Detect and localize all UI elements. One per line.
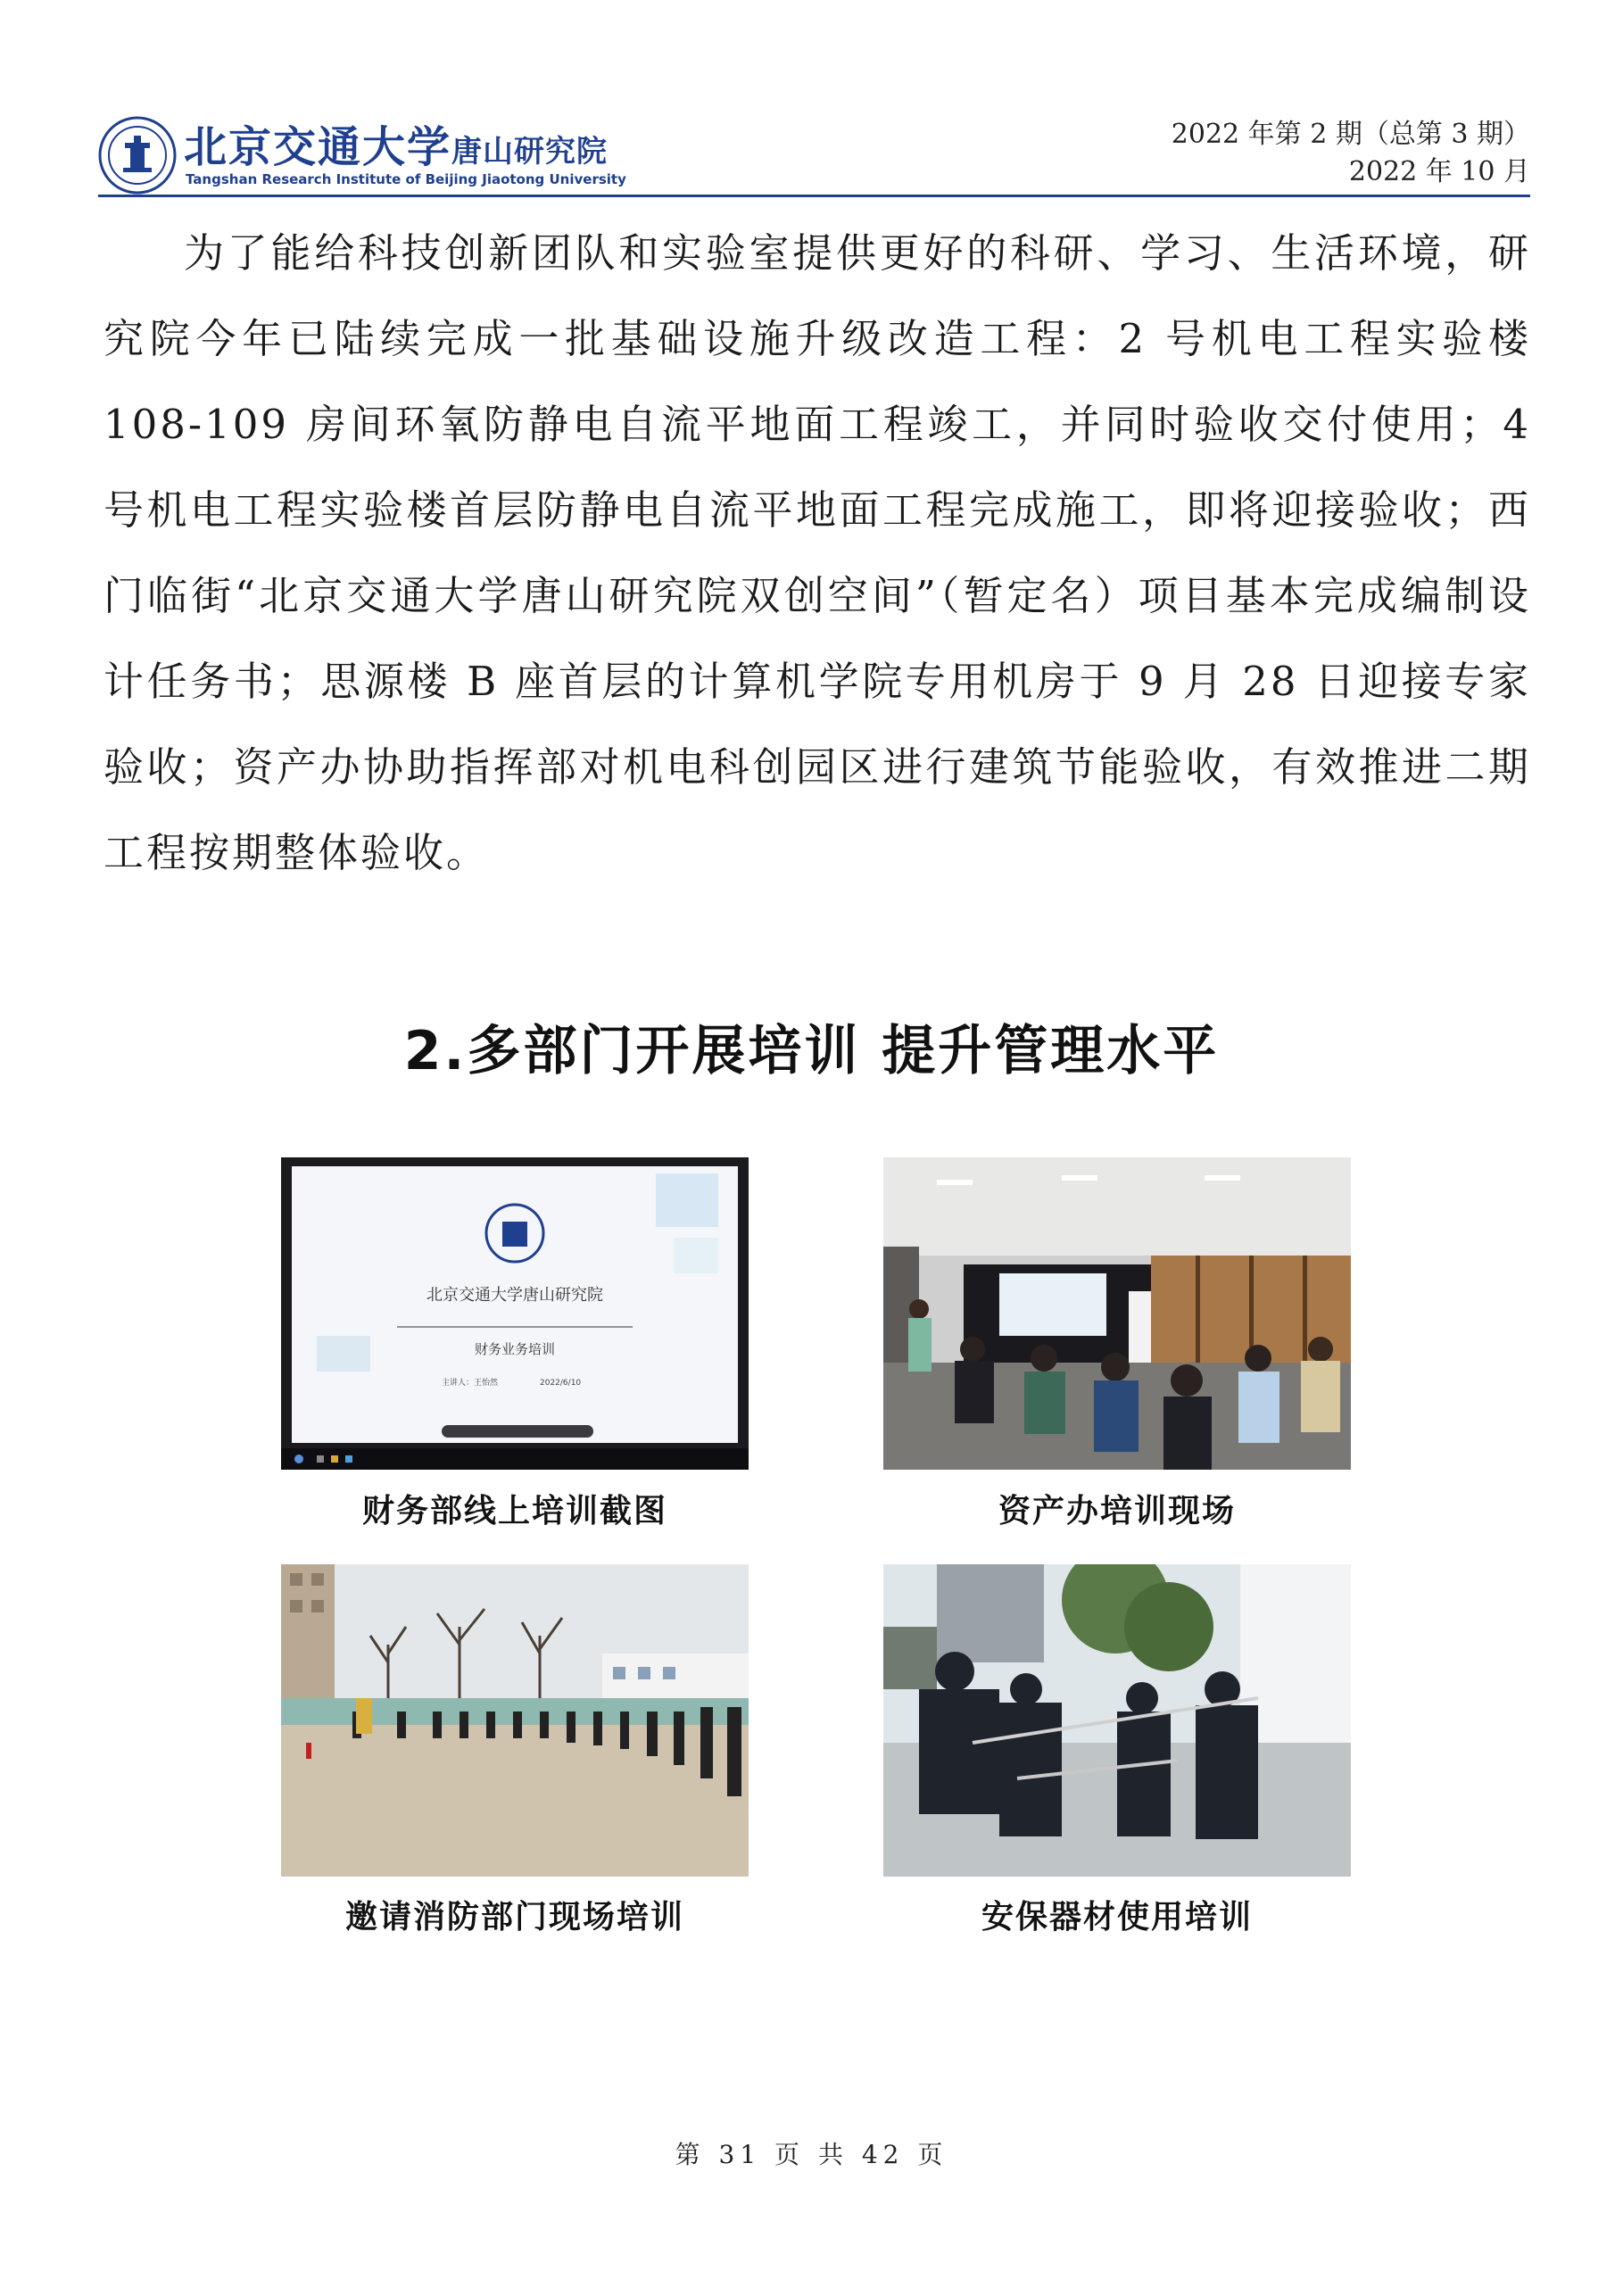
photo-finance-online-training <box>281 1157 749 1470</box>
page-header <box>98 107 1530 200</box>
photo-security-equipment-training <box>883 1564 1351 1877</box>
caption-asset-office-training: 资产办培训现场 <box>998 1493 1236 1529</box>
logo-english-name: Tangshan Research Institute of Beijing Jiaotong University <box>186 171 626 187</box>
slide-title: 北京交通大学唐山研究院 <box>426 1286 603 1305</box>
issue-date: 2022 年 10 月 <box>1348 156 1530 187</box>
issue-info <box>1172 116 1530 191</box>
institute-logo <box>98 112 633 198</box>
photo-asset-office-training <box>883 1157 1351 1470</box>
slide-presenter: 主讲人：王怡然 <box>442 1379 499 1388</box>
photo-fire-department-training <box>281 1564 749 1877</box>
caption-fire-department-training: 邀请消防部门现场培训 <box>344 1899 684 1935</box>
caption-finance-online-training: 财务部线上培训截图 <box>361 1493 667 1529</box>
slide-subtitle: 财务业务培训 <box>474 1341 556 1357</box>
section-title: 2.多部门开展培训 提升管理水平 <box>403 1020 1220 1082</box>
body-text <box>104 211 1531 896</box>
university-seal-icon <box>98 116 177 195</box>
logo-chinese-subname: 唐山研究院 <box>451 134 609 170</box>
body-paragraph: 为了能给科技创新团队和实验室提供更好的科研、学习、生活环境，研究院今年已陆续完成一批基础设施升级改造工程：2 号机电工程实验楼108-109 房间环氧防静电自流平地面工程竣工，并同时验收交付使用；4 号机电工程实验楼首层防静电自流平地面工程完成施工，即将迎接验收；西门临街“北京交通大学唐山研究院双创空间”（暂定名）项目基本完成编制设计任务书；思源楼 B 座首层的计算机学院专用机房于 9 月 28 日迎接专家验收；资产办协助指挥部对机电科创园区进行建筑节能验收，有效推进二期工程按期整体验收。 <box>104 229 1531 876</box>
caption-security-equipment-training: 安保器材使用培训 <box>981 1899 1253 1935</box>
slide-date: 2022/6/10 <box>540 1379 582 1388</box>
page-number: 第 31 页 共 42 页 <box>675 2140 948 2169</box>
logo-chinese-name: 北京交通大学唐山研究院 <box>184 122 609 172</box>
header-divider <box>98 195 1530 197</box>
issue-number: 2022 年第 2 期（总第 3 期） <box>1171 119 1530 150</box>
